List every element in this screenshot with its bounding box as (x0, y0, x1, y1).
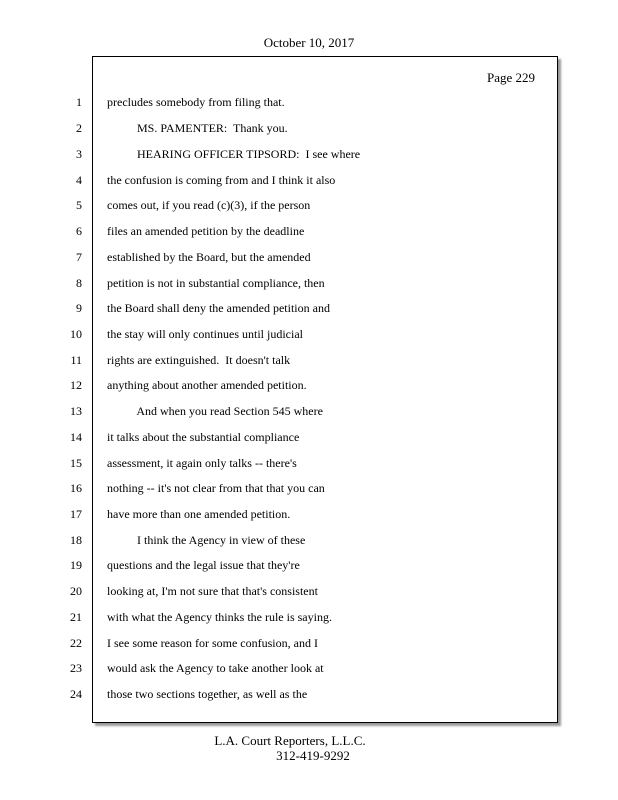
line-text: looking at, I'm not sure that that's consistent (107, 584, 318, 598)
line-number: 1 (76, 95, 82, 109)
line-number: 23 (70, 661, 82, 675)
line-number: 20 (70, 584, 82, 598)
line-text: those two sections together, as well as the (107, 687, 308, 701)
line-number: 6 (76, 224, 82, 238)
line-text: the Board shall deny the amended petition and (107, 301, 330, 315)
line-number: 14 (70, 430, 82, 444)
line-number: 24 (70, 687, 82, 701)
line-text: the stay will only continues until judicial (107, 327, 303, 341)
line-text: I see some reason for some confusion, and I (107, 636, 318, 650)
line-text: have more than one amended petition. (107, 507, 291, 521)
line-number: 18 (70, 533, 82, 547)
line-number: 21 (70, 610, 82, 624)
line-number: 9 (76, 301, 82, 315)
header-date: October 10, 2017 (263, 35, 355, 50)
line-number: 2 (76, 121, 82, 135)
line-text: nothing -- it's not clear from that that you can (107, 481, 325, 495)
line-number: 17 (70, 507, 82, 521)
line-number: 4 (76, 173, 82, 187)
line-text: questions and the legal issue that they're (107, 558, 300, 572)
line-number: 5 (76, 198, 82, 212)
line-text: HEARING OFFICER TIPSORD: I see where (107, 147, 361, 161)
line-text: assessment, it again only talks -- there's (107, 456, 297, 470)
page-number: Page 229 (487, 70, 536, 85)
line-text: established by the Board, but the amended (107, 250, 311, 264)
line-number: 3 (76, 147, 82, 161)
line-text: the confusion is coming from and I think it also (107, 173, 336, 187)
line-number: 19 (70, 558, 82, 572)
line-text: MS. PAMENTER: Thank you. (107, 121, 288, 135)
line-text: would ask the Agency to take another look at (107, 661, 324, 675)
line-text: And when you read Section 545 where (107, 404, 323, 418)
line-number: 12 (70, 378, 82, 392)
footer-company: L.A. Court Reporters, L.L.C. (214, 733, 366, 748)
line-text: comes out, if you read (c)(3), if the person (107, 198, 311, 212)
line-text: petition is not in substantial compliance, then (107, 276, 325, 290)
line-text: anything about another amended petition. (107, 378, 307, 392)
line-text: I think the Agency in view of these (107, 533, 306, 547)
line-number: 16 (70, 481, 82, 495)
line-text: precludes somebody from filing that. (107, 95, 285, 109)
line-number: 13 (70, 404, 82, 418)
line-number: 10 (70, 327, 82, 341)
line-number: 7 (76, 250, 82, 264)
line-text: files an amended petition by the deadline (107, 224, 305, 238)
line-number: 22 (70, 636, 82, 650)
line-number: 11 (70, 353, 82, 367)
line-text: it talks about the substantial compliance (107, 430, 300, 444)
line-text: with what the Agency thinks the rule is saying. (107, 610, 332, 624)
line-number: 8 (76, 276, 82, 290)
line-text: rights are extinguished. It doesn't talk (107, 353, 291, 367)
footer-phone: 312-419-9292 (276, 748, 350, 763)
line-number: 15 (70, 456, 82, 470)
